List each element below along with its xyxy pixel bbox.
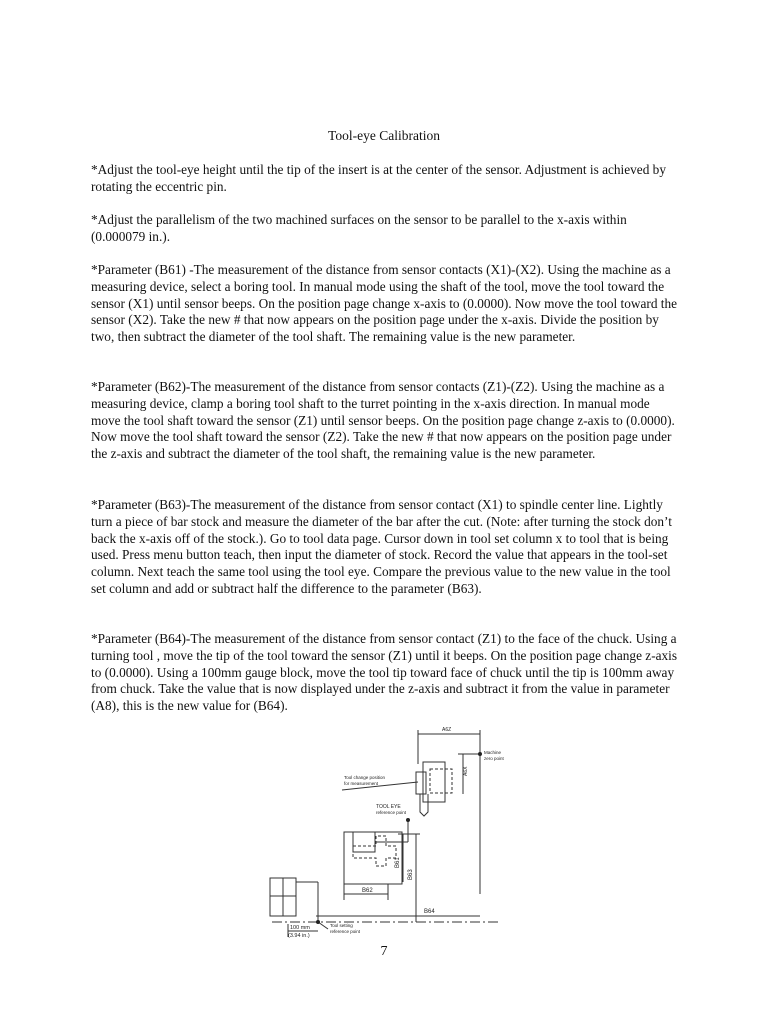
tool-setting-label-1: Tool setting bbox=[330, 923, 353, 928]
gauge-inch-label: (3.94 in.) bbox=[288, 933, 310, 939]
tool-eye-reference-label: reference point bbox=[376, 810, 407, 815]
paragraph-b62: *Parameter (B62)-The measurement of the distance from sensor contacts (Z1)-(Z2). Using the machine as a measuring device, clamp a boring tool shaft to the turret pointing in the x-axis direction. In manual mode move the tool shaft toward the sensor (Z1) until sensor beeps. On the position page change z-axis to (0.0000). Now move the tool shaft toward the sensor (Z2). Take the new # that now appears on the position page under the z-axis and subtract the diameter of the tool shaft, the remaining value is the new parameter. bbox=[91, 379, 675, 462]
tool-eye-sensor-top bbox=[353, 832, 375, 852]
tool-eye-label: TOOL EYE bbox=[376, 804, 401, 810]
page-number: 7 bbox=[380, 944, 388, 959]
a6z-label: A6Z bbox=[442, 727, 452, 733]
paragraph-parallelism: *Adjust the parallelism of the two machined surfaces on the sensor to be parallel to the x-axis within (0.000079 in.). bbox=[91, 212, 627, 244]
b61-label: B61 bbox=[395, 857, 401, 868]
tool-change-label-2: for measurement bbox=[344, 781, 379, 786]
tool-change-label-1: Tool change position bbox=[344, 775, 386, 780]
paragraph-b63: *Parameter (B63)-The measurement of the distance from sensor contact (X1) to spindle center line. Lightly turn a piece of bar stock and measure the diameter of the bar after the cut. (Note: after turning the stock don’t back the x-axis off of the stock.). Go to tool data page. Cursor down in tool set column x to tool that is being used. Press menu button teach, then input the diameter of stock. Record the value that appears in the tool-set column. Next teach the same tool using the tool eye. Compare the previous value to the new value in the tool set column and add or subtract half the difference to the parameter (B63). bbox=[91, 497, 672, 596]
machine-zero-label-2: zero point bbox=[484, 756, 504, 761]
b62-label: B62 bbox=[362, 888, 373, 894]
b63-label: B63 bbox=[408, 869, 414, 880]
a6x-label: A6X bbox=[463, 766, 469, 776]
tool-setting-label-2: reference point bbox=[330, 929, 361, 934]
page-title: Tool-eye Calibration bbox=[328, 128, 440, 143]
b64-label: B64 bbox=[424, 909, 435, 915]
paragraph-b64: *Parameter (B64)-The measurement of the distance from sensor contact (Z1) to the face of the chuck. Using a turning tool , move the tip of the tool toward the sensor (Z1) until it beeps. On the position page change z-axis to (0.0000). Using a 100mm gauge block, move the tool tip toward face of chuck until the tip is 100mm away from chuck. Take the value that is now displayed under the z-axis and subtract it from the value in parameter (A8), this is the new value for (B64). bbox=[91, 631, 678, 714]
paragraph-b61: *Parameter (B61) -The measurement of the distance from sensor contacts (X1)-(X2). Using the machine as a measuring device, select a boring tool. In manual mode using the shaft of the tool, move the tool toward the sensor (X1) until sensor beeps. On the position page change x-axis to (0.0000). Now move the tool toward the sensor (X2). Take the new # that now appears on the position page under the x-axis. Divide the position by two, then subtract the diameter of the tool shaft. The remaining value is the new parameter. bbox=[91, 262, 678, 345]
paragraph-tool-eye-height: *Adjust the tool-eye height until the tip of the insert is at the center of the sensor. Adjustment is achieved by rotating the eccentric pin. bbox=[91, 162, 666, 194]
gauge-mm-label: 100 mm bbox=[290, 925, 310, 931]
machine-zero-label-1: Machine bbox=[484, 750, 502, 755]
tool-eye-diagram bbox=[258, 724, 508, 939]
